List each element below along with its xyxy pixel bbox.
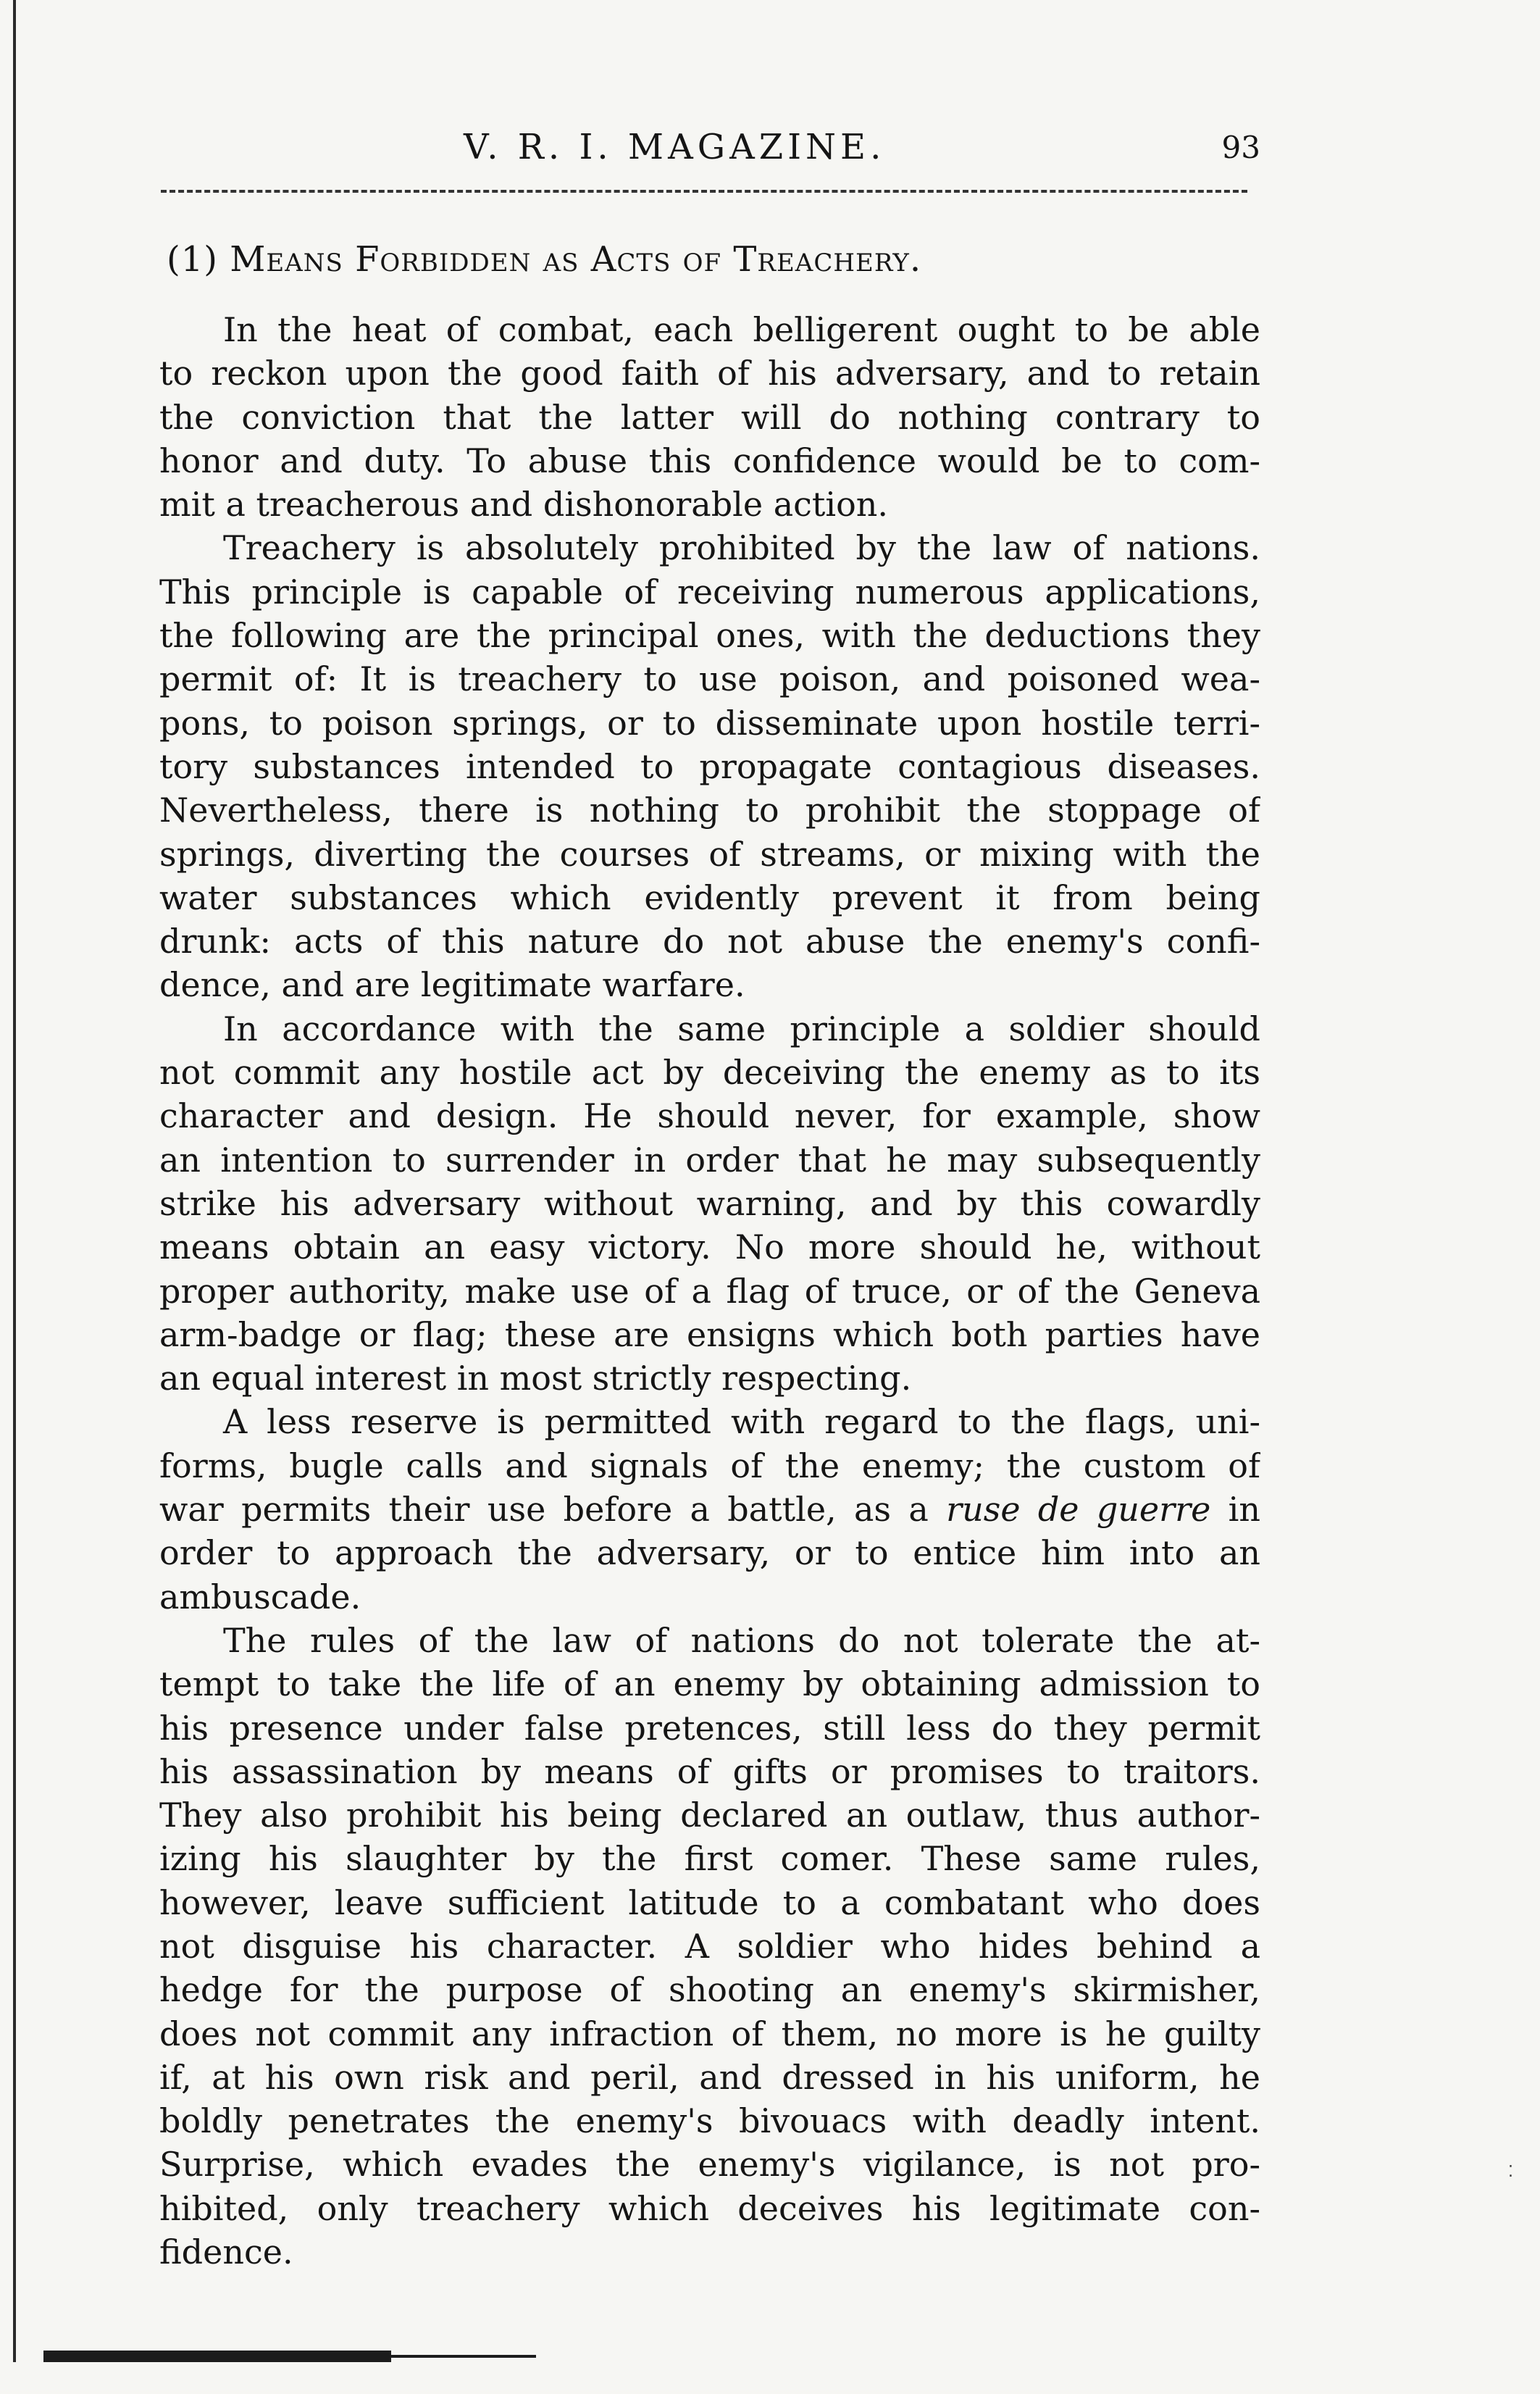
text-line: tempt to take the life of an enemy by obtaining admission to bbox=[159, 1664, 1260, 1704]
text-line: In the heat of combat, each belligerent ought to be able bbox=[223, 310, 1260, 349]
text-line: Nevertheless, there is nothing to prohibit the stoppage of bbox=[159, 791, 1260, 830]
text-line: They also prohibit his being declared an outlaw, thus author- bbox=[159, 1796, 1260, 1835]
text-line: permit of: It is treachery to use poison, and poisoned wea- bbox=[159, 659, 1260, 699]
text-line: This principle is capable of receiving numerous applications, bbox=[159, 572, 1260, 612]
article-body bbox=[159, 308, 1260, 2274]
text-line: the conviction that the latter will do nothing contrary to bbox=[159, 397, 1260, 437]
text-line: order to approach the adversary, or to entice him into an bbox=[159, 1533, 1260, 1573]
text-line: not disguise his character. A soldier who hides behind a bbox=[159, 1926, 1260, 1966]
text-line: his presence under false pretences, still less do they permit bbox=[159, 1708, 1260, 1748]
text-line: to reckon upon the good faith of his adversary, and to retain bbox=[159, 354, 1260, 393]
text-line: izing his slaughter by the first comer. These same rules, bbox=[159, 1839, 1260, 1879]
text-line: character and design. He should never, for example, show bbox=[159, 1096, 1260, 1136]
running-head bbox=[159, 127, 1260, 178]
text-line: hibited, only treachery which deceives his legitimate con- bbox=[159, 2188, 1260, 2228]
text-line: tory substances intended to propagate contagious diseases. bbox=[159, 746, 1260, 786]
text-line: dence, and are legitimate warfare. bbox=[159, 965, 745, 1005]
bottom-scan-line bbox=[391, 2355, 536, 2358]
text-line: Surprise, which evades the enemy's vigilance, is not pro- bbox=[159, 2145, 1260, 2185]
text-line: strike his adversary without warning, and by this cowardly bbox=[159, 1183, 1260, 1223]
text-line: war permits their use before a battle, as a ruse de guerre in bbox=[159, 1490, 1260, 1530]
text-line: means obtain an easy victory. No more should he, without bbox=[159, 1227, 1260, 1267]
text-line: boldly penetrates the enemy's bivouacs with deadly intent. bbox=[159, 2101, 1260, 2141]
text-line: proper authority, make use of a flag of truce, or of the Geneva bbox=[159, 1271, 1260, 1311]
text-line: does not commit any infraction of them, no more is he guilty bbox=[159, 2014, 1260, 2053]
scan-speck: ⁚ bbox=[1508, 2163, 1513, 2181]
page-number: 93 bbox=[1221, 130, 1260, 165]
text-line: In accordance with the same principle a soldier should bbox=[223, 1009, 1260, 1048]
paragraph bbox=[159, 1007, 1260, 1401]
text-line: an intention to surrender in order that he may subsequently bbox=[159, 1140, 1260, 1180]
text-line: hedge for the purpose of shooting an enemy's skirmisher, bbox=[159, 1970, 1260, 2010]
page-edge-rule bbox=[13, 0, 16, 2362]
paragraph bbox=[159, 1400, 1260, 1618]
bottom-scan-bar bbox=[43, 2351, 391, 2362]
italic-phrase: ruse de guerre bbox=[946, 1490, 1211, 1530]
text-line: ambuscade. bbox=[159, 1577, 361, 1617]
magazine-title: V. R. I. MAGAZINE. bbox=[464, 127, 886, 167]
text-line: drunk: acts of this nature do not abuse the enemy's confi- bbox=[159, 922, 1260, 962]
text-line: his assassination by means of gifts or promises to traitors. bbox=[159, 1751, 1260, 1791]
text-line: honor and duty. To abuse this confidence would be to com- bbox=[159, 441, 1260, 480]
text-line: not commit any hostile act by deceiving the enemy as to its bbox=[159, 1053, 1260, 1093]
paragraph bbox=[159, 1619, 1260, 2274]
text-line: pons, to poison springs, or to disseminate upon hostile terri- bbox=[159, 703, 1260, 743]
text-line: mit a treacherous and dishonorable action. bbox=[159, 485, 889, 525]
text-line: springs, diverting the courses of streams, or mixing with the bbox=[159, 834, 1260, 874]
text-line: forms, bugle calls and signals of the enemy; the custom of bbox=[159, 1446, 1260, 1485]
section-heading: (1) Means Forbidden as Acts of Treachery. bbox=[167, 239, 922, 280]
text-line: arm-badge or flag; these are ensigns which both parties have bbox=[159, 1314, 1260, 1354]
text-line: however, leave sufficient latitude to a combatant who does bbox=[159, 1882, 1260, 1922]
text-line: water substances which evidently prevent it from being bbox=[159, 877, 1260, 917]
text-line: fidence. bbox=[159, 2232, 293, 2272]
text-line: if, at his own risk and peril, and dressed in his uniform, he bbox=[159, 2057, 1260, 2097]
text-line: The rules of the law of nations do not tolerate the at- bbox=[223, 1620, 1260, 1660]
paragraph bbox=[159, 526, 1260, 1006]
paragraph bbox=[159, 308, 1260, 526]
text-line: A less reserve is permitted with regard to the flags, uni- bbox=[223, 1402, 1260, 1442]
header-rule bbox=[161, 190, 1247, 193]
text-line: an equal interest in most strictly respecting. bbox=[159, 1359, 912, 1398]
text-line: the following are the principal ones, with the deductions they bbox=[159, 616, 1260, 656]
text-line: Treachery is absolutely prohibited by the law of nations. bbox=[223, 528, 1260, 568]
